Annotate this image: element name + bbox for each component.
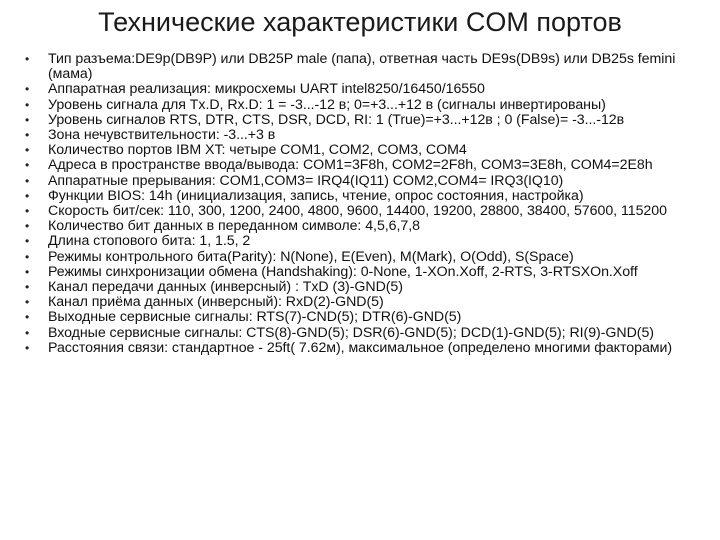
list-item-text: Аппаратная реализация: микросхемы UART intel8250/16450/16550: [48, 81, 485, 98]
list-item: [22, 128, 708, 143]
list-item-text: Тип разъема:DE9р(DB9P) или DB25P male (папа), ответная часть DE9s(DB9s) или DB25s femini (мама): [48, 51, 676, 83]
bullet-icon: •: [25, 219, 30, 234]
list-item-text: Выходные сервисные сигналы: RTS(7)-CND(5); DTR(6)-GND(5): [48, 309, 462, 326]
list-item-text: Аппаратные прерывания: COM1,COM3= IRQ4(IQ11) COM2,COM4= IRQ3(IQ10): [48, 172, 564, 189]
bullet-icon: •: [25, 143, 30, 158]
list-item: [22, 326, 708, 341]
bullet-icon: •: [25, 310, 30, 325]
list-item: [22, 265, 708, 280]
bullet-list: [22, 52, 708, 356]
list-item: [22, 158, 708, 173]
list-item: [22, 189, 708, 204]
list-item: [22, 219, 708, 234]
slide-title: Технические характеристики COM портов: [98, 7, 622, 37]
bullet-icon: •: [25, 295, 30, 310]
list-item-text: Уровень сигнала для Tx.D, Rx.D: 1 = -3...-12 в; 0=+3...+12 в (сигналы инвертированы): [48, 96, 606, 113]
bullet-icon: •: [25, 173, 30, 188]
bullet-icon: •: [25, 188, 30, 203]
bullet-icon: •: [25, 264, 30, 279]
bullet-icon: •: [25, 128, 30, 143]
list-item: [22, 52, 708, 82]
list-item: [22, 82, 708, 97]
bullet-icon: •: [25, 280, 30, 295]
list-item: [22, 174, 708, 189]
bullet-icon: •: [25, 52, 30, 66]
list-item-text: Количество портов IBM XT: четыре COM1, COM2, COM3, COM4: [48, 142, 467, 159]
bullet-icon: •: [25, 234, 30, 249]
list-item-text: Функции BIOS: 14h (инициализация, запись, чтение, опрос состояния, настройка): [48, 187, 584, 204]
list-item-text: Длина стопового бита: 1, 1.5, 2: [48, 233, 251, 250]
list-item-text: Входные сервисные сигналы: CTS(8)-GND(5); DSR(6)-GND(5); DCD(1)-GND(5); RI(9)-GND(5): [48, 324, 654, 341]
list-item: [22, 280, 708, 295]
list-item: [22, 98, 708, 113]
bullet-icon: •: [25, 97, 30, 112]
bullet-icon: •: [25, 82, 30, 97]
list-item-text: Количество бит данных в переданном символе: 4,5,6,7,8: [48, 218, 420, 235]
list-item: [22, 341, 708, 356]
list-item: [22, 204, 708, 219]
bullet-icon: •: [25, 340, 30, 355]
list-item-text: Скорость бит/сек: 110, 300, 1200, 2400, 4800, 9600, 14400, 19200, 28800, 38400, 57600, 115200: [48, 203, 667, 220]
list-item: [22, 295, 708, 310]
list-item-text: Адреса в пространстве ввода/вывода: COM1=3F8h, COM2=2F8h, COM3=3E8h, COM4=2E8h: [48, 157, 653, 174]
list-item-text: Канал передачи данных (инверсный) : TxD (3)-GND(5): [48, 279, 403, 296]
list-item: [22, 143, 708, 158]
list-item: [22, 310, 708, 325]
list-item-text: Зона нечувствительности: -3...+3 в: [48, 127, 276, 144]
bullet-icon: •: [25, 249, 30, 264]
list-item-text: Режимы контрольного бита(Parity): N(None), E(Even), M(Mark), O(Odd), S(Space): [48, 248, 574, 265]
list-item-text: Режимы синхронизации обмена (Handshaking): 0-None, 1-XOn.Xoff, 2-RTS, 3-RTSXOn.Xoff: [48, 263, 638, 280]
list-item-text: Уровень сигналов RTS, DTR, CTS, DSR, DCD, RI: 1 (True)=+3...+12в ; 0 (False)= -3...-12в: [48, 111, 625, 128]
bullet-icon: •: [25, 112, 30, 127]
list-item-text: Расстояния связи: стандартное - 25ft( 7.62м), максимальное (определено многими факторами): [48, 339, 673, 356]
list-item: [22, 250, 708, 265]
list-item: [22, 113, 708, 128]
bullet-icon: •: [25, 325, 30, 340]
bullet-icon: •: [25, 204, 30, 219]
list-item-text: Канал приёма данных (инверсный): RxD(2)-GND(5): [48, 294, 384, 311]
bullet-icon: •: [25, 158, 30, 173]
list-item: [22, 234, 708, 249]
